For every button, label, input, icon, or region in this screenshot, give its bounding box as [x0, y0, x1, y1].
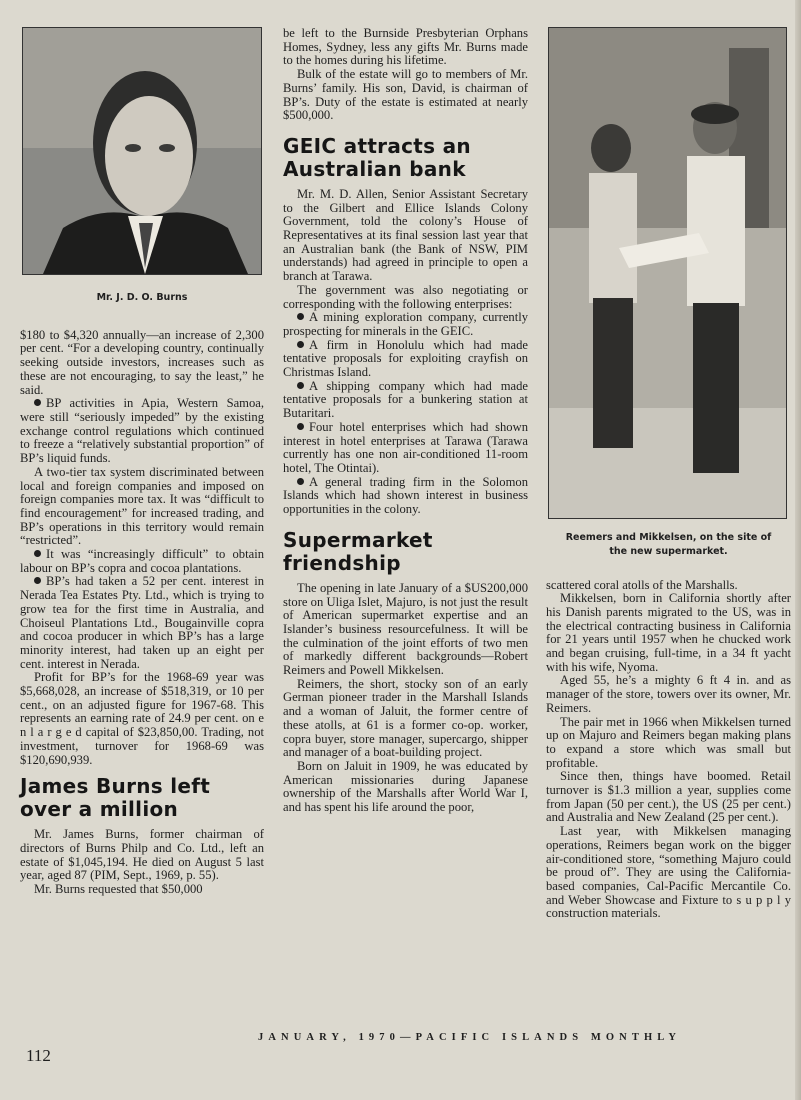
bullet-icon — [34, 550, 41, 557]
col1-paragraph: A two-tier tax system discriminated between local and foreign companies and imposed on foreign companies more tax. It was “difficult to find encouragement” for increased trading, and BP’s operations in this territory would remain “restricted”. — [20, 464, 264, 548]
col1-bullet-item: BP activities in Apia, Western Samoa, were still “seriously impeded” by the existing exchange control regulations which continued to freeze a “relatively substantial proportion” of BP’s liquid funds. — [20, 396, 264, 466]
col3-paragraph: The pair met in 1966 when Mikkelsen turned up on Majuro and Reimers began making plans to expand a store which was small but profitable. — [546, 714, 791, 770]
col3-paragraph: Last year, with Mikkelsen managing operations, Reimers began work on the bigger air-conditioned store, “something Majuro could be proud of”. They are using the California-based companies, Cal-Pacific Mercantile Co. and Weber Showcase and Fixture to s u p p l y construction materials. — [546, 824, 791, 921]
bullet-icon — [34, 399, 41, 406]
col3-body — [546, 579, 791, 922]
col1-body — [20, 329, 264, 897]
col2-paragraph: Bulk of the estate will go to members of Mr. Burns’ family. His son, David, is chairman of BP’s. Duty of the estate is estimated at nearly $500,000. — [283, 67, 528, 123]
col1-paragraph: Profit for BP’s for the 1968-69 year was $5,668,028, an increase of $518,319, or 10 per cent., on an adjusted figure for 1967-68. This represents an earning rate of 24.9 per cent. on e n l a r g e d capital of $23,850,00. Trading, not investment, turnover for 1968-69 was $120,690,939. — [20, 670, 264, 767]
burns-portrait-image — [23, 28, 261, 274]
column-left — [20, 27, 264, 897]
column-middle — [283, 27, 528, 815]
bullet-icon — [297, 341, 304, 348]
column-right — [546, 27, 791, 921]
col3-paragraph: scattered coral atolls of the Marshalls. — [546, 577, 738, 592]
headline-geic-bank: GEIC attracts an Australian bank — [283, 133, 471, 181]
col1-paragraph: $180 to $4,320 annually—an increase of 2,300 per cent. “For a developing country, continually seeking outside investors, increases such as these are not encouraging, to say the least,” he said. — [20, 327, 264, 397]
col3-paragraph: Mikkelsen, born in California shortly after his Danish parents migrated to the US, was in the electrical contracting business in California for 21 years until 1957 when he chucked work and began cruising, full-time, in a 34 ft yacht with his wife, Nyoma. — [546, 591, 791, 674]
col2-bullet-item: Four hotel enterprises which had shown interest in hotel enterprises at Tarawa (Tarawa currently has one non air-conditioned 11-room hotel, The Otintai). — [283, 419, 528, 475]
bullet-icon — [297, 382, 304, 389]
burns-photo-caption: Mr. J. D. O. Burns — [96, 292, 188, 303]
col2-paragraph: The opening in late January of a $US200,000 store on Uliga Islet, Majuro, is not just the result of American supermarket expertise and an Islander’s business resourcefulness. It will be the culmination of the joint efforts of two men of markedly different backgrounds—Robert Reimers and Powell Mikkelsen. — [283, 580, 528, 678]
col2-paragraph: Mr. M. D. Allen, Senior Assistant Secretary to the Gilbert and Ellice Islands Colony Government, told the colony’s House of Representatives at its final session last year that an Australian bank (the Bank of NSW, PIM understands) had agreed in principle to open a branch at Tarawa. — [283, 186, 528, 284]
col2-paragraph: The government was also negotiating or corresponding with the following enterprises: — [283, 282, 528, 311]
col2-bullet-item: A firm in Honolulu which had made tentative proposals for exploiting crayfish on Christmas Island. — [283, 337, 528, 380]
headline-james-burns: James Burns left over a million — [20, 774, 211, 822]
col2-bullet-item: A shipping company which had made tentative proposals for a bunkering station at Butaritari. — [283, 378, 528, 421]
page-edge — [795, 0, 801, 1100]
col2-bullet-item: A mining exploration company, currently prospecting for minerals in the GEIC. — [283, 310, 528, 338]
col1-paragraph: Mr. Burns requested that $50,000 — [34, 882, 203, 897]
reimers-photo-caption: Reemers and Mikkelsen, on the site of the new supermarket. — [565, 532, 772, 557]
col3-paragraph: Aged 55, he’s a mighty 6 ft 4 in. and as manager of the store, towers over its owner, Mr. Reimers. — [546, 673, 791, 715]
col2-bullet-item: A general trading firm in the Solomon Islands which had shown interest in business opportunities in the colony. — [283, 474, 528, 517]
col2-body — [283, 27, 528, 815]
bullet-icon — [297, 478, 304, 485]
col2-paragraph: Reimers, the short, stocky son of an early German pioneer trader in the Marshall Islands and a woman of Jaluit, the former centre of these atolls, at 61 is a former co-op. worker, copra buyer, store manager, supercargo, shipper and manager of a boat-building project. — [283, 676, 528, 760]
page-footer — [0, 1025, 801, 1085]
bullet-icon — [34, 577, 41, 584]
col2-paragraph: be left to the Burnside Presbyterian Orphans Homes, Sydney, less any gifts Mr. Burns made to the homes during his lifetime. — [283, 26, 528, 68]
col3-paragraph: Since then, things have boomed. Retail turnover is $1.3 million a year, supplies come from Japan (50 per cent.), the US (25 per cent.) and Australia and New Zealand (25 per cent.). — [546, 769, 791, 825]
bullet-icon — [297, 313, 304, 320]
col2-paragraph: Born on Jaluit in 1909, he was educated by American missionaries during Japanese ownership of the Marshalls after World War I, and has spent his life around the poor, — [283, 758, 528, 815]
reimers-mikkelsen-image — [549, 28, 786, 518]
col1-bullet-item: BP’s had taken a 52 per cent. interest in Nerada Tea Estates Pty. Ltd., which is trying to grow tea for the first time in Australia, and Choiseul Plantations Ltd., Bougainville copra and cocoa producer in which BP’s has a large minority interest, had taken up an eight per cent. interest in Nerada. — [20, 574, 264, 671]
running-title: JANUARY, 1970—PACIFIC ISLANDS MONTHLY — [258, 1032, 682, 1043]
reimers-mikkelsen-photo — [548, 27, 787, 519]
col1-paragraph: Mr. James Burns, former chairman of directors of Burns Philp and Co. Ltd., left an estate of $1,045,194. He died on August 5 last year, aged 87 (PIM, Sept., 1969, p. 55). — [20, 827, 264, 883]
headline-supermarket: Supermarket friendship — [283, 527, 433, 575]
bullet-icon — [297, 423, 304, 430]
page-number: 112 — [26, 1046, 51, 1065]
col1-bullet-item: It was “increasingly difficult” to obtain labour on BP’s copra and cocoa plantations. — [20, 547, 264, 575]
burns-portrait-photo — [22, 27, 262, 275]
